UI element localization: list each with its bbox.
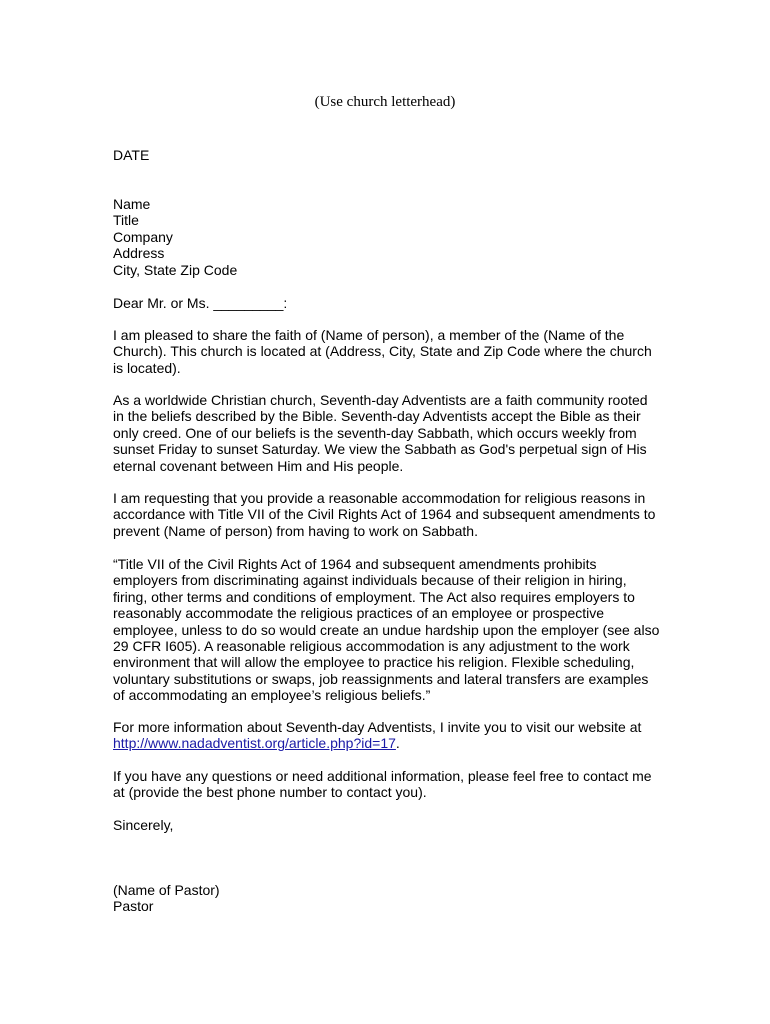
pastor-title: Pastor (113, 898, 154, 915)
paragraph-line: employers from discriminating against individuals because of their religion in hiring, (113, 572, 627, 589)
salutation: Dear Mr. or Ms. _________: (113, 295, 288, 311)
website-link[interactable]: http://www.nadadventist.org/article.php?id=17 (113, 735, 396, 752)
paragraph-line: As a worldwide Christian church, Seventh-day Adventists are a faith community rooted (113, 392, 648, 408)
link-suffix: . (395, 735, 400, 752)
paragraph-line: Church). This church is located at (Address, City, State and Zip Code where the church (113, 343, 652, 360)
paragraph-line: in the beliefs described by the Bible. Seventh-day Adventists accept the Bible as their (113, 408, 641, 425)
paragraph-line: If you have any questions or need additional information, please feel free to contact me (113, 768, 652, 784)
paragraph-beliefs (113, 392, 673, 474)
recipient-address: Address (113, 245, 165, 262)
date-line: DATE (113, 147, 150, 163)
paragraph-line: I am pleased to share the faith of (Name of person), a member of the (Name of the (113, 327, 625, 343)
paragraph-title-vii-quote (113, 556, 673, 704)
paragraph-introduction (113, 327, 673, 376)
paragraph-line: prevent (Name of person) from having to work on Sabbath. (113, 522, 478, 539)
recipient-address-block (113, 196, 673, 278)
recipient-title: Title (113, 212, 139, 229)
paragraph-line: 29 CFR I605). A reasonable religious accommodation is any adjustment to the work (113, 638, 630, 655)
paragraph-line: accordance with Title VII of the Civil Rights Act of 1964 and subsequent amendments to (113, 506, 656, 523)
paragraph-contact (113, 768, 673, 801)
paragraph-line: firing, other terms and conditions of employment. The Act also requires employers to (113, 588, 635, 605)
paragraph-line: sunset Friday to sunset Saturday. We view the Sabbath as God's perpetual sign of His (113, 441, 647, 458)
paragraph-line: only creed. One of our beliefs is the seventh-day Sabbath, which occurs weekly from (113, 424, 637, 441)
paragraph-line: reasonably accommodate the religious practices of an employee or prospective (113, 605, 605, 622)
paragraph-request (113, 490, 673, 539)
paragraph-line: environment that will allow the employee to practice his religion. Flexible scheduling, (113, 654, 635, 671)
paragraph-line: at (provide the best phone number to contact you). (113, 784, 427, 801)
closing: Sincerely, (113, 817, 174, 833)
pastor-name: (Name of Pastor) (113, 882, 220, 898)
paragraph-more-info (113, 719, 673, 752)
recipient-name: Name (113, 196, 151, 212)
paragraph-line: I am requesting that you provide a reasonable accommodation for religious reasons in (113, 490, 646, 506)
paragraph-line: voluntary substitutions or swaps, job reassignments and lateral transfers are examples (113, 670, 649, 687)
paragraph-line: For more information about Seventh-day Adventists, I invite you to visit our website at (113, 719, 642, 735)
paragraph-line: eternal covenant between Him and His people. (113, 457, 404, 474)
letterhead-note: (Use church letterhead) (314, 94, 456, 110)
paragraph-line: is located). (113, 359, 181, 376)
recipient-company: Company (113, 228, 173, 245)
paragraph-line: employee, unless to do so would create an undue hardship upon the employer (see also (113, 621, 660, 638)
paragraph-line: of accommodating an employee’s religious beliefs.” (113, 687, 431, 704)
recipient-city-state-zip: City, State Zip Code (113, 261, 238, 278)
paragraph-line-with-link (113, 735, 673, 751)
signature-block (113, 882, 673, 915)
paragraph-line: “Title VII of the Civil Rights Act of 1964 and subsequent amendments prohibits (113, 556, 597, 572)
